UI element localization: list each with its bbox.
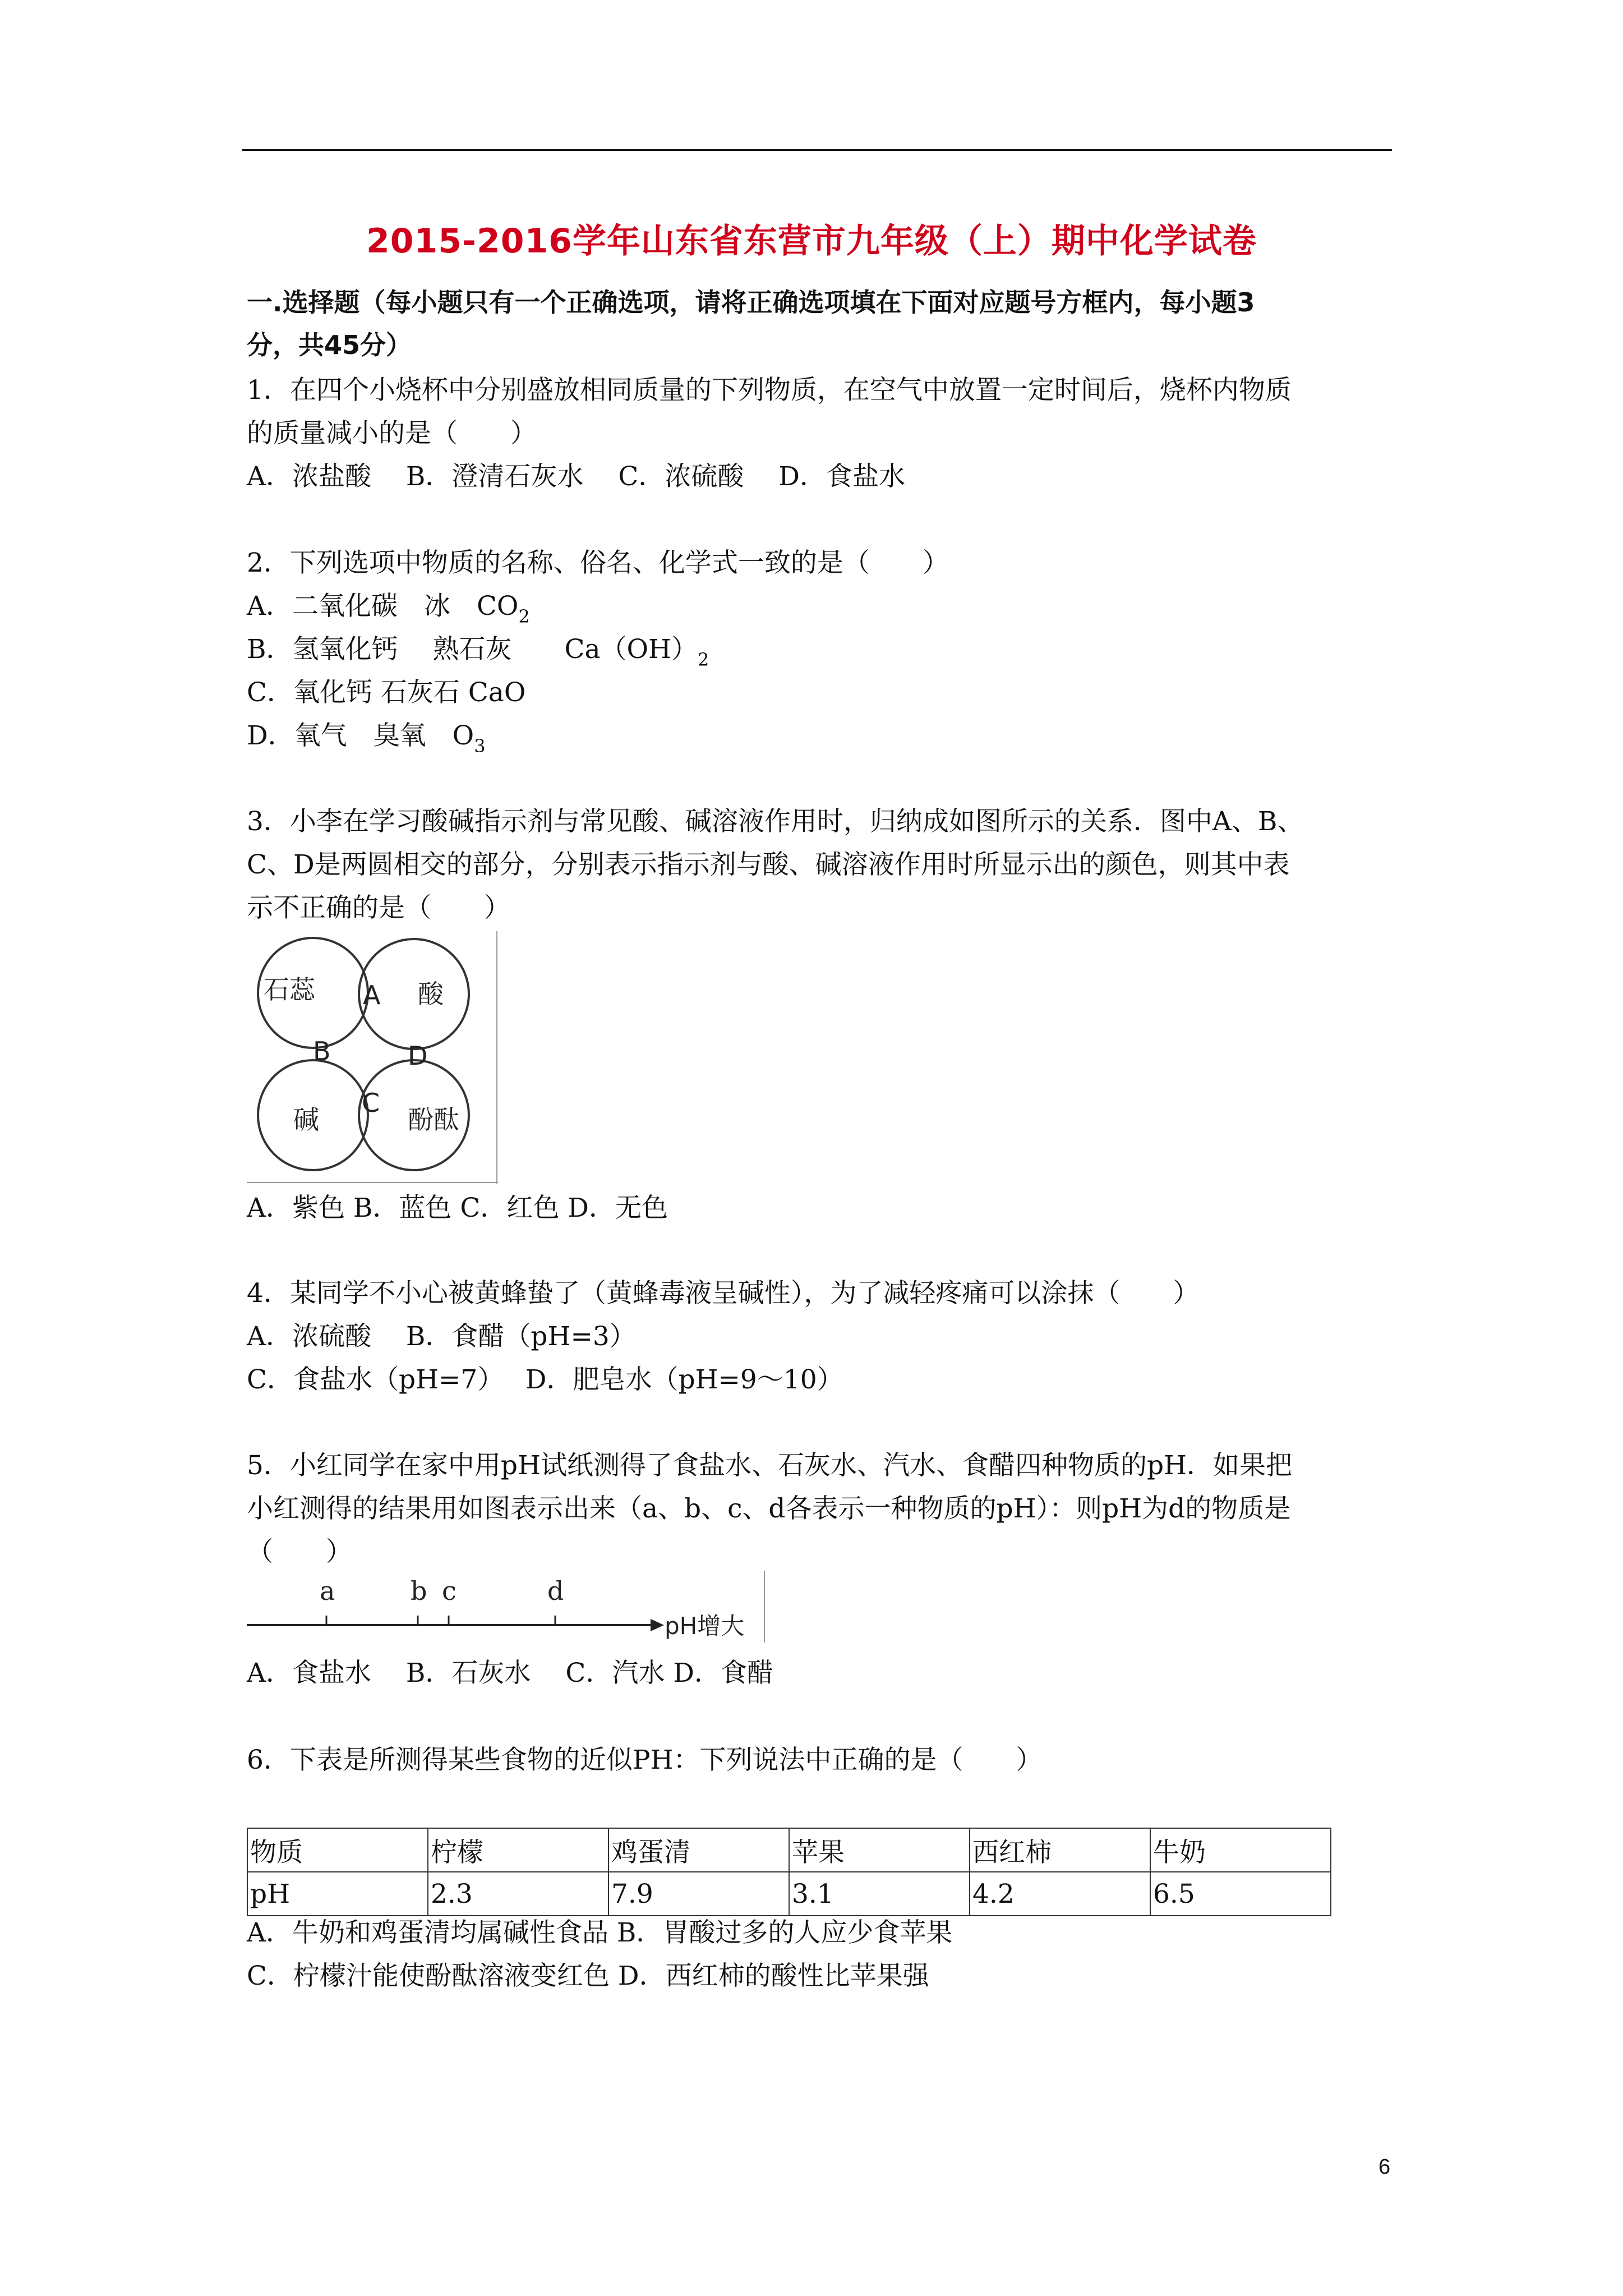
q2-option-a-subscript: 2 (518, 606, 530, 627)
mark-a: a (320, 1576, 335, 1606)
mark-c: c (442, 1576, 457, 1606)
table-cell: 3.1 (789, 1872, 970, 1916)
q6-options-line1: A．牛奶和鸡蛋清均属碱性食品 B．胃酸过多的人应少食苹果 (247, 1917, 953, 1948)
q5-stem-line3: （ ） (247, 1536, 352, 1567)
label-acid: 酸 (418, 979, 444, 1009)
section-heading-line1: 一.选择题（每小题只有一个正确选项，请将正确选项填在下面对应题号方框内，每小题3 (247, 287, 1255, 318)
table-cell: 鸡蛋清 (608, 1828, 789, 1872)
label-base: 碱 (293, 1105, 319, 1135)
label-region-c: C (362, 1088, 380, 1118)
q3-stem-line3: 示不正确的是（ ） (247, 892, 510, 923)
section-heading-line2: 分，共45分） (247, 330, 412, 360)
table-cell: 柠檬 (428, 1828, 608, 1872)
q3-options: A．紫色 B．蓝色 C．红色 D．无色 (247, 1193, 668, 1223)
table-cell: 6.5 (1150, 1872, 1331, 1916)
table-cell: 牛奶 (1150, 1828, 1331, 1872)
table-cell: 西红柿 (970, 1828, 1150, 1872)
q1-stem-line2: 的质量减小的是（ ） (247, 418, 537, 449)
q2-option-b-text: B．氢氧化钙 熟石灰 Ca（OH） (247, 634, 698, 665)
q3-stem-line2: C、D是两圆相交的部分，分别表示指示剂与酸、碱溶液作用时所显示出的颜色，则其中表 (247, 849, 1290, 880)
ph-axis-figure (247, 1571, 768, 1644)
table-cell: 7.9 (608, 1872, 789, 1916)
q2-option-d-text: D．氧气 臭氧 O (247, 720, 474, 751)
indicator-venn-diagram (247, 931, 499, 1184)
q1-options: A．浓盐酸 B．澄清石灰水 C．浓硫酸 D．食盐水 (247, 461, 905, 492)
q2-option-d-subscript: 3 (474, 735, 486, 757)
q5-stem-line2: 小红测得的结果用如图表示出来（a、b、c、d各表示一种物质的pH）：则pH为d的物质是 (247, 1493, 1291, 1524)
label-region-b: B (313, 1036, 331, 1066)
mark-b: b (411, 1576, 427, 1606)
mark-d: d (547, 1576, 564, 1606)
label-phenolphthalein: 酚酞 (408, 1105, 459, 1135)
axis-label: pH增大 (665, 1612, 745, 1640)
q4-stem: 4．某同学不小心被黄蜂蛰了（黄蜂毒液呈碱性），为了减轻疼痛可以涂抹（ ） (247, 1278, 1200, 1309)
table-cell: pH (247, 1872, 428, 1916)
q2-option-b (247, 634, 709, 670)
q2-option-d (247, 720, 486, 757)
q4-options-line1: A．浓硫酸 B．食醋（pH=3） (247, 1321, 636, 1352)
header-rule (242, 149, 1392, 151)
page-number: 6 (1378, 2155, 1391, 2179)
q3-stem-line1: 3．小李在学习酸碱指示剂与常见酸、碱溶液作用时，归纳成如图所示的关系．图中A、B、 (247, 806, 1304, 837)
food-ph-table (247, 1828, 1331, 1916)
page-title: 2015-2016学年山东省东营市九年级（上）期中化学试卷 (366, 222, 1257, 261)
table-cell: 4.2 (970, 1872, 1150, 1916)
q6-stem: 6．下表是所测得某些食物的近似PH：下列说法中正确的是（ ） (247, 1745, 1043, 1775)
q2-option-a-text: A．二氧化碳 冰 CO (247, 591, 519, 622)
table-row (247, 1872, 1331, 1916)
label-litmus: 石蕊 (264, 974, 315, 1005)
q2-stem: 2．下列选项中物质的名称、俗名、化学式一致的是（ ） (247, 547, 949, 578)
label-region-d: D (408, 1041, 428, 1071)
q1-stem-line1: 1．在四个小烧杯中分别盛放相同质量的下列物质，在空气中放置一定时间后，烧杯内物质 (247, 375, 1292, 406)
table-cell: 2.3 (428, 1872, 608, 1916)
q5-stem-line1: 5．小红同学在家中用pH试纸测得了食盐水、石灰水、汽水、食醋四种物质的pH．如果把 (247, 1450, 1293, 1481)
q2-option-a (247, 591, 530, 627)
arrow-right-icon (651, 1619, 664, 1631)
q6-options-line2: C．柠檬汁能使酚酞溶液变红色 D．西红柿的酸性比苹果强 (247, 1961, 929, 1991)
q5-options: A．食盐水 B．石灰水 C．汽水 D．食醋 (247, 1658, 773, 1688)
table-cell: 物质 (247, 1828, 428, 1872)
label-region-a: A (363, 980, 381, 1010)
table-cell: 苹果 (789, 1828, 970, 1872)
q2-option-c: C．氧化钙 石灰石 CaO (247, 677, 526, 708)
q2-option-b-subscript: 2 (697, 649, 709, 670)
q4-options-line2: C．食盐水（pH=7） D．肥皂水（pH=9～10） (247, 1364, 843, 1395)
table-header-row (247, 1828, 1331, 1872)
